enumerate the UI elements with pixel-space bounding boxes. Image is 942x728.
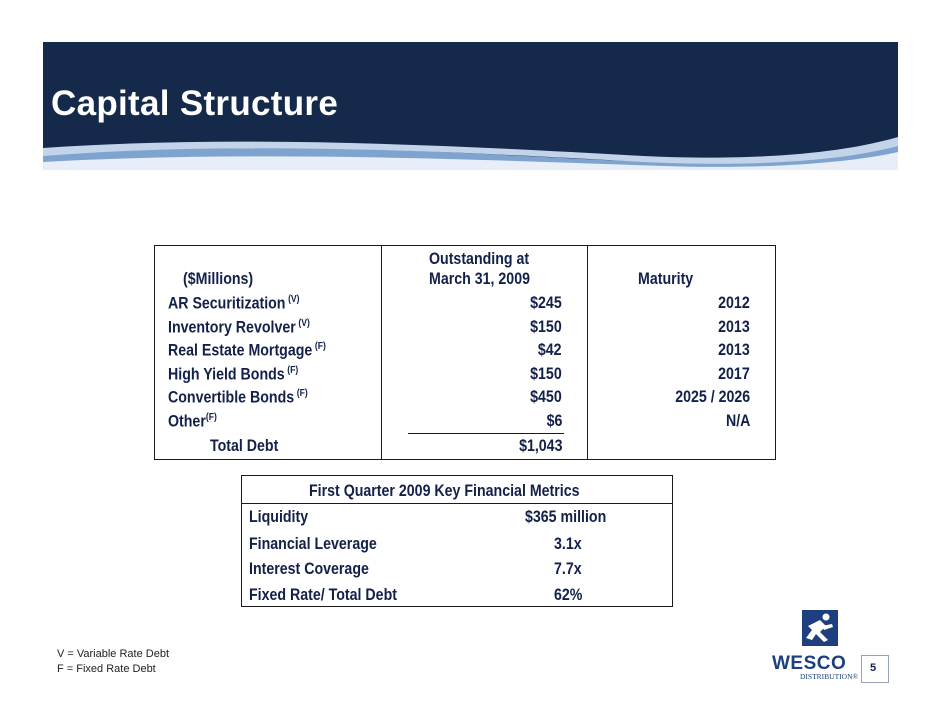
page-title: Capital Structure [51, 84, 339, 123]
table-row-amount: $450 [530, 388, 562, 406]
outstanding-header-line2: March 31, 2009 [429, 270, 530, 288]
table-row-label: Real Estate Mortgage $^{(F)}$ [168, 341, 326, 360]
logo-wordmark: WESCO [772, 653, 847, 674]
table-row-label: High Yield Bonds $^{(F)}$ [168, 365, 299, 384]
table-row-label: Inventory Revolver $^{(V)}$ [168, 318, 310, 337]
table-row-label: AR Securitization $^{(V)}$ [168, 294, 300, 313]
table-row-maturity: 2012 [718, 294, 750, 312]
outstanding-header-line1: Outstanding at [429, 250, 530, 268]
total-debt-amount: $1,043 [518, 437, 562, 455]
millions-header: ($Millions) [183, 270, 254, 288]
metric-label: Fixed Rate/ Total Debt [249, 586, 397, 604]
total-debt-label: Total Debt [210, 437, 279, 455]
table-row-maturity: 2013 [718, 341, 750, 359]
column-divider [381, 246, 382, 459]
table-row-maturity: 2013 [718, 318, 750, 336]
column-divider [587, 246, 588, 459]
table-row-amount: $150 [530, 365, 562, 383]
maturity-header: Maturity [638, 270, 694, 288]
table-row-amount: $150 [530, 318, 562, 336]
table-row-label: Other$^{(F)}$ [168, 412, 217, 431]
metric-label: Financial Leverage [249, 535, 377, 553]
table-row-amount: $42 [538, 341, 562, 359]
metric-value: 7.7x [554, 560, 582, 578]
metric-value: 62% [554, 586, 583, 604]
table-row-label: Convertible Bonds $^{(F)}$ [168, 388, 308, 407]
metrics-title: First Quarter 2009 Key Financial Metrics [309, 482, 580, 500]
table-row-maturity: 2017 [718, 365, 750, 383]
total-rule [408, 433, 564, 434]
metrics-header-divider [241, 503, 673, 504]
metric-value: 3.1x [554, 535, 582, 553]
logo-subtitle: DISTRIBUTION® [800, 672, 859, 681]
table-row-maturity: N/A [725, 412, 750, 430]
footnote-fixed: F = Fixed Rate Debt [57, 663, 156, 675]
table-row-maturity: 2025 / 2026 [675, 388, 750, 406]
footnote-variable: V = Variable Rate Debt [57, 648, 169, 660]
metric-label: Liquidity [249, 508, 309, 526]
table-row-amount: $6 [546, 412, 562, 430]
metric-value: $365 million [525, 508, 607, 526]
table-row-amount: $245 [530, 294, 562, 312]
page-number: 5 [870, 662, 877, 674]
metric-label: Interest Coverage [249, 560, 369, 578]
